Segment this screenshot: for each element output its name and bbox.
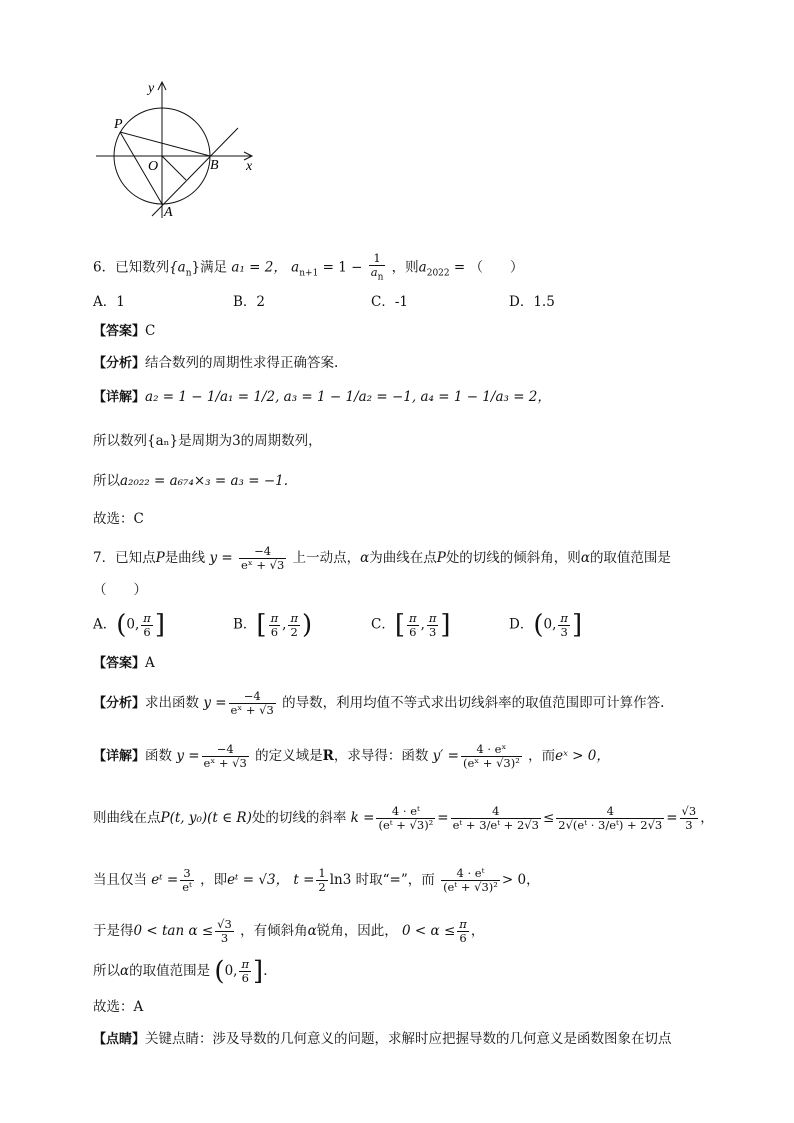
q7-detail-line3: 当且仅当 eᵗ = $\frac{3}{\text{eᵗ}}$ ，即eᵗ = √3， t = $\frac{1}{2}$ ln3 时取“=”，而 $\frac{\text{4 · eᵗ}}{\text{(eᵗ + √3)²}}$ > 0，: [93, 866, 540, 894]
q6-answer: 【答案】C: [93, 323, 156, 339]
q7-detail: 【详解】函数 y = $\frac{-4}{\text{eˣ + √3}}$ 的定义域是R，求导得：函数 y′ = $\frac{\text{4 · eˣ}}{\text{(eˣ + √3)²}}$ ，而eˣ > 0，: [93, 742, 610, 770]
label-y: y: [148, 81, 155, 96]
q7-option-a: A．(0, $\frac{\pi}{6}$ ]: [93, 610, 166, 640]
q6-detail-line2: 所以数列{aₙ}是周期为3的周期数列，: [93, 433, 322, 449]
q7-detail-line4: 于是得0 < tan α ≤ $\frac{√3}{3}$ ，有倾斜角α锐角，因此， 0 < α ≤ $\frac{\pi}{6}$ ，: [93, 917, 485, 945]
q7-option-b: B．[ $\frac{\pi}{6}$ , $\frac{\pi}{2}$ ): [233, 610, 313, 640]
label-P: P: [114, 117, 123, 132]
q7-conclusion: 故选：A: [93, 999, 144, 1015]
q6-stem: 6．已知数列$\{a_n\}$满足 a₁ = 2， $a_{n+1} = 1$ − $\frac{1}{a_n}$ ，则$a_{2022}$ = （ ）: [93, 251, 524, 283]
q7-paren: （ ）: [93, 582, 147, 598]
q7-detail-line5: 所以α的取值范围是 (0, $\frac{\pi}{6}$ ].: [93, 956, 268, 987]
q6-detail: 【详解】a₂ = 1 − 1/a₁ = 1/2, a₃ = 1 − 1/a₂ = −1, a₄ = 1 − 1/a₃ = 2，: [93, 389, 551, 405]
q6-analysis: 【分析】结合数列的周期性求得正确答案.: [93, 355, 339, 371]
geometry-figure: [90, 78, 270, 236]
q6-detail-line3: 所以a₂₀₂₂ = a₆₇₄×₃ = a₃ = −1.: [93, 473, 289, 489]
q7-detail-line2: 则曲线在点P(t, y₀)(t ∈ R)处的切线的斜率 k = $\frac{\text{4 · eᵗ}}{\text{(eᵗ + √3)²}}$ = $\frac{4}{\text{eᵗ + 3/eᵗ + 2√3}}$ ≤ $\frac{4}{\text{2√(eᵗ · 3/eᵗ) + 2√3}}$ = $\frac{√3}{3}$ ，: [93, 804, 714, 832]
q7-analysis: 【分析】求出函数 y = $\frac{-4}{\text{eˣ + √3}}$ 的导数，利用均值不等式求出切线斜率的取值范围即可计算作答.: [93, 689, 665, 717]
q6-option-b: B．2: [233, 294, 266, 310]
q6-option-c: C．-1: [371, 294, 408, 310]
q6-conclusion: 故选：C: [93, 511, 144, 527]
label-x: x: [246, 159, 253, 174]
label-B: B: [210, 158, 219, 173]
label-A: A: [164, 205, 173, 220]
q7-stem: 7．已知点P是曲线 y = $\frac{-4}{\text{eˣ + √3}}$ 上一动点，α为曲线在点P处的切线的倾斜角，则α的取值范围是: [93, 544, 671, 572]
q6-option-d: D．1.5: [509, 294, 555, 310]
q7-option-d: D．(0, $\frac{\pi}{3}$ ]: [509, 610, 583, 640]
q7-answer: 【答案】A: [93, 655, 155, 671]
q7-option-c: C．[ $\frac{\pi}{6}$ , $\frac{\pi}{3}$ ]: [371, 610, 451, 640]
q7-key-point: 【点睛】关键点睛：涉及导数的几何意义的问题，求解时应把握导数的几何意义是函数图象在切点: [93, 1031, 672, 1047]
q6-option-a: A．1: [93, 294, 125, 310]
label-O: O: [148, 159, 159, 174]
